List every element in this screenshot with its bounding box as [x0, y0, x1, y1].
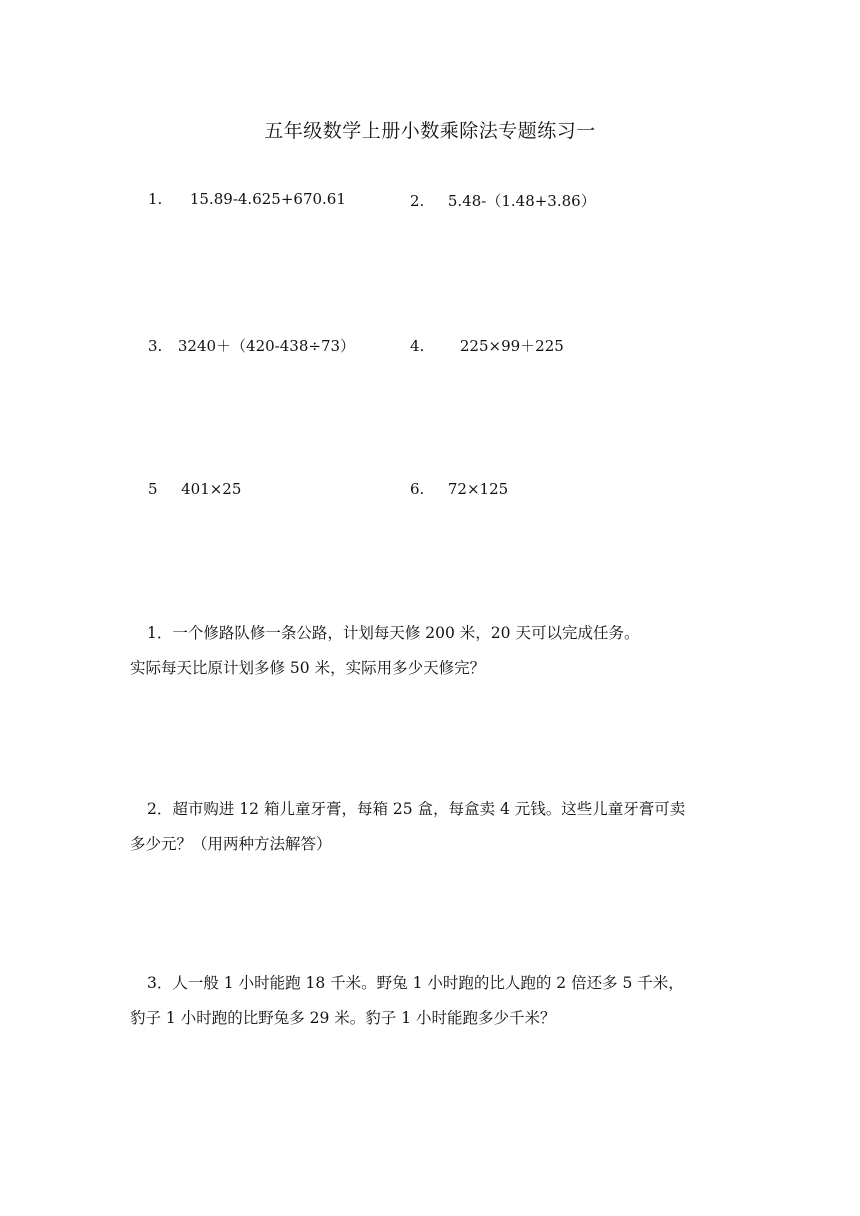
calc-number: 3. — [148, 337, 163, 355]
word-problem-line: 2．超市购进 12 箱儿童牙膏，每箱 25 盒，每盒卖 4 元钱。这些儿童牙膏可卖 — [147, 800, 686, 818]
word-problem-line: 多少元？（用两种方法解答） — [130, 835, 332, 853]
calc-expression: 225×99＋225 — [459, 337, 564, 355]
word-problem-line: 1．一个修路队修一条公路，计划每天修 200 米，20 天可以完成任务。 — [147, 624, 640, 642]
calc-problem-4 — [410, 335, 564, 356]
calc-number: 1. — [148, 190, 163, 208]
calc-expression: 3240＋（420-438÷73） — [177, 337, 356, 355]
calc-problem-1 — [148, 190, 346, 208]
calc-number: 2. — [410, 192, 425, 210]
calc-problem-2 — [410, 190, 596, 211]
calc-number: 5 — [148, 480, 158, 498]
calc-expression: 72×125 — [447, 480, 509, 498]
calc-expression: 401×25 — [181, 480, 242, 498]
worksheet-title: 五年级数学上册小数乘除法专题练习一 — [264, 120, 596, 142]
calc-number: 4. — [410, 337, 425, 355]
calc-problem-6 — [410, 480, 508, 498]
word-problem-line: 3．人一般 1 小时能跑 18 千米。野兔 1 小时跑的比人跑的 2 倍还多 5 千米， — [147, 974, 684, 992]
word-problem-line: 豹子 1 小时跑的比野兔多 29 米。豹子 1 小时能跑多少千米？ — [130, 1009, 556, 1027]
calc-problem-3 — [148, 335, 355, 356]
word-problem-2 — [130, 792, 750, 862]
word-problem-line: 实际每天比原计划多修 50 米，实际用多少天修完？ — [130, 659, 486, 677]
calc-expression: 15.89-4.625+670.61 — [189, 190, 346, 208]
word-problem-1 — [130, 616, 750, 686]
calc-problem-5 — [148, 480, 241, 498]
word-problem-3 — [130, 966, 750, 1036]
calc-expression: 5.48-（1.48+3.86） — [447, 192, 596, 210]
calc-number: 6. — [410, 480, 425, 498]
